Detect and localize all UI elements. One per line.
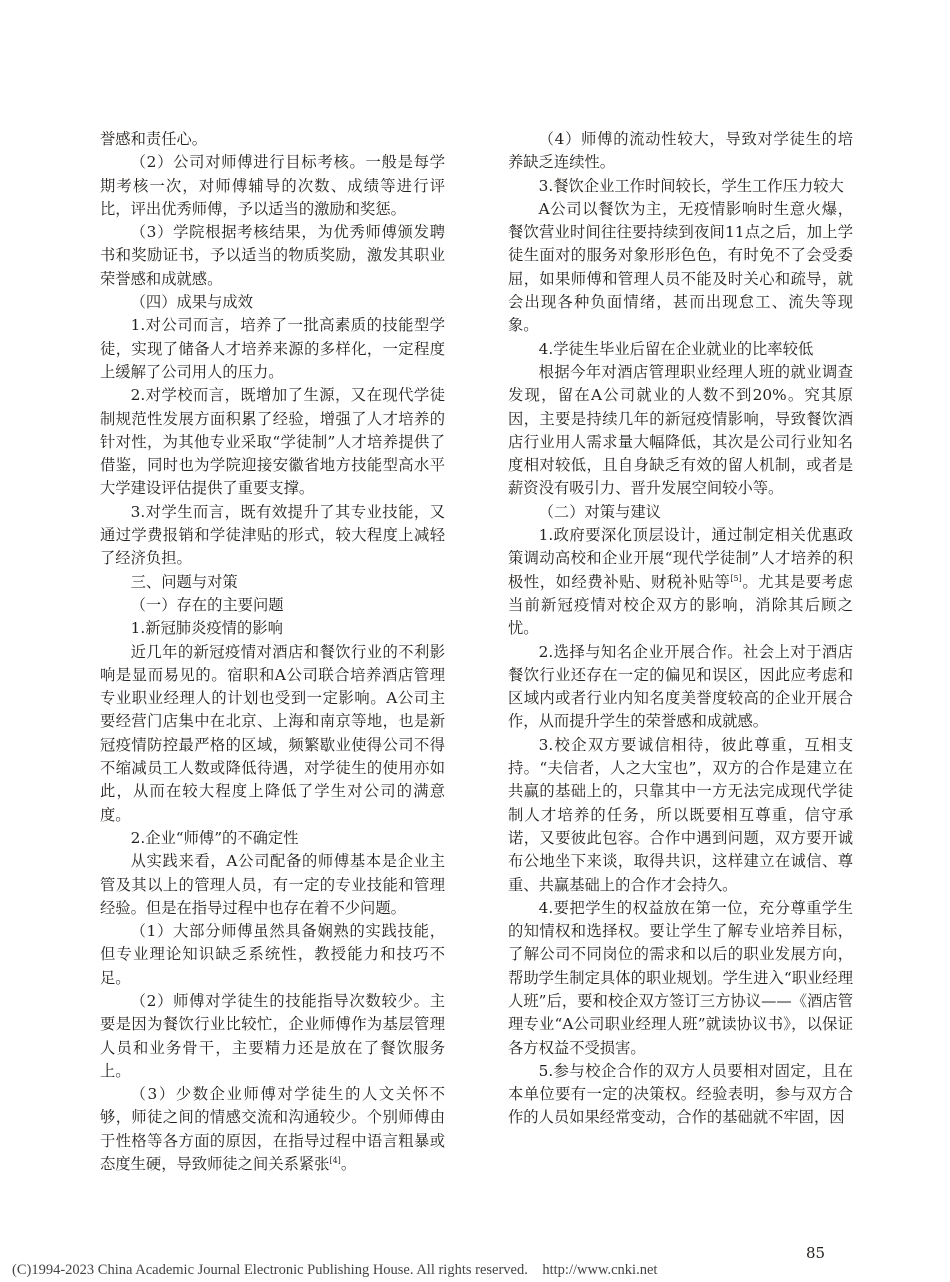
paragraph-text: 誉感和责任心。 xyxy=(100,130,208,148)
paragraph-text: （3）学院根据考核结果，为优秀师傅颁发聘书和奖励证书，予以适当的物质奖励，激发其职业荣誉感和成就感。 xyxy=(100,223,445,288)
citation-marker: [4] xyxy=(329,1156,341,1166)
paragraph-text: 5.参与校企合作的双方人员要相对固定，且在本单位要有一定的决策权。经验表明，参与双方合作的人员如果经常变动，合作的基础就不牢固，因 xyxy=(508,1061,853,1127)
paragraph-text: （3）少数企业师傅对学徒生的人文关怀不够，师徒之间的情感交流和沟通较少。个别师傅由于性格等各方面的原因，在指导过程中语言粗暴或态度生硬，导致师徒之间关系紧张 xyxy=(100,1085,445,1174)
paragraph xyxy=(508,338,853,361)
paragraph-text: 近几年的新冠疫情对酒店和餐饮行业的不利影响是显而易见的。宿职和A公司联合培养酒店管理专业职业经理人的计划也受到一定影响。A公司主要经营门店集中在北京、上海和南京等地，也是新冠疫情防控最严格的区域，频繁歇业使得公司不得不缩减员工人数或降低待遇，对学徒生的使用亦如此，从而在较大程度上降低了学生对公司的满意度。 xyxy=(100,642,445,824)
paragraph xyxy=(100,641,445,827)
paragraph-text: 根据今年对酒店管理职业经理人班的就业调查发现，留在A公司就业的人数不到20%。究其原因，主要是持续几年的新冠疫情影响，导致餐饮酒店行业用人需求量大幅降低，其次是公司行业知名度相对较低，且自身缺乏有效的留人机制，或者是薪资没有吸引力、晋升发展空间较小等。 xyxy=(508,362,853,498)
paragraph xyxy=(100,384,445,500)
copyright-footer: (C)1994-2023 China Academic Journal Electronic Publishing House. All rights reserved. http://www.cnki.net xyxy=(12,1262,658,1278)
page-number: 85 xyxy=(806,1244,826,1262)
paragraph xyxy=(100,221,445,291)
paragraph xyxy=(508,128,853,175)
paragraph-text: 2.对学校而言，既增加了生源，又在现代学徒制规范性发展方面积累了经验，增强了人才培养的针对性，为其他专业采取“学徒制”人才培养提供了借鉴，同时也为学院迎接安徽省地方技能型高水平大学建设评估提供了重要支撑。 xyxy=(100,386,445,498)
paragraph xyxy=(100,617,445,640)
paragraph-text: 3.校企双方要诚信相待，彼此尊重，互相支持。“夫信者，人之大宝也”，双方的合作是建立在共赢的基础上的，只靠其中一方无法完成现代学徒制人才培养的任务，所以既要相互尊重，信守承诺，又要彼此包容。合作中遇到问题，双方要开诚布公地坐下来谈，取得共识，这样建立在诚信、尊重、共赢基础上的合作才会持久。 xyxy=(508,735,853,894)
paragraph-text: （一）存在的主要问题 xyxy=(130,595,284,614)
paragraph xyxy=(100,827,445,850)
paragraph-text: 1.新冠肺炎疫情的影响 xyxy=(130,619,283,638)
paragraph xyxy=(508,734,853,897)
paragraph xyxy=(508,361,853,501)
paragraph xyxy=(100,594,445,617)
paragraph-text: 2.企业“师傅”的不确定性 xyxy=(130,828,299,847)
paragraph xyxy=(508,897,853,1060)
paragraph-text: 4.学徒生毕业后留在企业就业的比率较低 xyxy=(538,339,814,358)
paragraph-text: （2）公司对师傅进行目标考核。一般是每学期考核一次，对师傅辅导的次数、成绩等进行评比，评出优秀师傅，予以适当的激励和奖惩。 xyxy=(100,153,445,218)
paragraph xyxy=(508,1060,853,1130)
paragraph-text: 从实践来看，A公司配备的师傅基本是企业主管及其以上的管理人员，有一定的专业技能和管理经验。但是在指导过程中也存在着不少问题。 xyxy=(100,852,445,917)
paragraph xyxy=(508,175,853,198)
paragraph xyxy=(100,571,445,594)
paragraph-text-tail: 。尤其是要考虑当前新冠疫情对校企双方的影响，消除其后顾之忧。 xyxy=(508,572,853,638)
citation-marker: [5] xyxy=(730,573,742,583)
paragraph-text: 3.餐饮企业工作时间较长，学生工作压力较大 xyxy=(538,176,844,195)
paragraph-text: 2.选择与知名企业开展合作。社会上对于酒店餐饮行业还存在一定的偏见和误区，因此应考虑和区域内或者行业内知名度美誉度较高的企业开展合作，从而提升学生的荣誉感和成就感。 xyxy=(508,642,853,731)
paragraph-text: 4.要把学生的权益放在第一位，充分尊重学生的知情权和选择权。要让学生了解专业培养目标，了解公司不同岗位的需求和以后的职业发展方向，帮助学生制定具体的职业规划。学生进入“职业经理人班”后，要和校企双方签订三方协议——《酒店管理专业“A公司职业经理人班”就读协议书》，以保证各方权益不受损害。 xyxy=(508,898,853,1057)
paragraph xyxy=(100,501,445,571)
paragraph-text: 1.对公司而言，培养了一批高素质的技能型学徒，实现了储备人才培养来源的多样化，一定程度上缓解了公司用人的压力。 xyxy=(100,316,445,381)
paragraph-text-tail: 。 xyxy=(340,1155,357,1174)
paragraph-text: 3.对学生而言，既有效提升了其专业技能，又通过学费报销和学徒津贴的形式，较大程度上减轻了经济负担。 xyxy=(100,502,445,568)
left-column xyxy=(100,128,445,1176)
paragraph xyxy=(100,151,445,221)
paragraph-text: （二）对策与建议 xyxy=(538,502,661,521)
paragraph xyxy=(100,128,445,151)
right-column xyxy=(508,128,853,1130)
paragraph-text: （四）成果与成效 xyxy=(130,293,253,312)
paragraph-text: 三、问题与对策 xyxy=(130,572,238,591)
paragraph xyxy=(100,990,445,1083)
paragraph-text: 1.政府要深化顶层设计，通过制定相关优惠政策调动高校和企业开展“现代学徒制”人才培养的积极性，如经费补贴、财税补贴等 xyxy=(508,526,853,591)
paragraph xyxy=(508,198,853,338)
paragraph xyxy=(100,920,445,990)
paragraph xyxy=(508,641,853,734)
paragraph xyxy=(100,1083,445,1176)
paragraph xyxy=(100,314,445,384)
paragraph xyxy=(508,501,853,524)
paragraph-text: （2）师傅对学徒生的技能指导次数较少。主要是因为餐饮行业比较忙，企业师傅作为基层管理人员和业务骨干，主要精力还是放在了餐饮服务上。 xyxy=(100,991,445,1080)
paragraph xyxy=(100,291,445,314)
paragraph-text: （4）师傅的流动性较大，导致对学徒生的培养缺乏连续性。 xyxy=(508,130,853,172)
paragraph-text: A公司以餐饮为主，无疫情影响时生意火爆，餐饮营业时间往往要持续到夜间11点之后，加上学徒生面对的服务对象形形色色，有时免不了会受委屈，如果师傅和管理人员不能及时关心和疏导，就会出现各种负面情绪，甚而出现怠工、流失等现象。 xyxy=(508,199,853,335)
paragraph-text: （1）大部分师傅虽然具备娴熟的实践技能，但专业理论知识缺乏系统性，教授能力和技巧不足。 xyxy=(100,922,445,987)
paragraph xyxy=(100,850,445,920)
paragraph xyxy=(508,524,853,640)
